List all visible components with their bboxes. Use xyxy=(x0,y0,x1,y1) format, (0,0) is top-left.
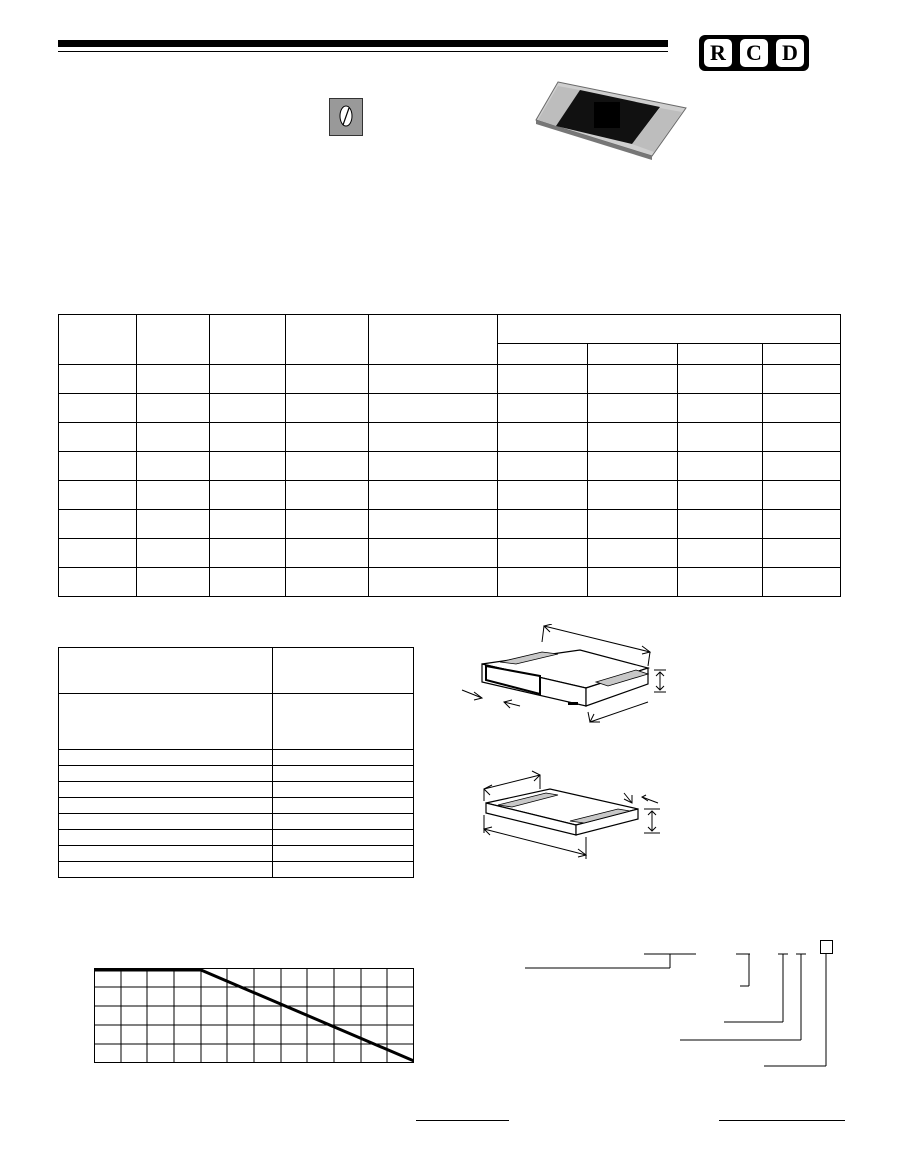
table-row xyxy=(59,750,414,766)
header-rule-thin xyxy=(58,51,668,52)
spec-subheader-cell xyxy=(498,344,588,365)
dimension-drawing-bottom xyxy=(478,767,668,863)
leaf-icon xyxy=(329,98,363,136)
spec-header-cell xyxy=(137,315,210,365)
table-row xyxy=(59,648,414,694)
table-row xyxy=(59,830,414,846)
table-row xyxy=(59,782,414,798)
header-rule xyxy=(58,40,668,47)
table-row xyxy=(59,452,841,481)
spec-header-cell xyxy=(286,315,369,365)
table-row xyxy=(59,510,841,539)
spec-table xyxy=(58,314,841,597)
spec-header-cell xyxy=(210,315,286,365)
spec-group-header xyxy=(498,315,841,344)
table-row xyxy=(59,814,414,830)
footer-rule-left xyxy=(416,1120,509,1121)
table-row xyxy=(59,539,841,568)
derating-chart xyxy=(94,968,414,1064)
part-numbering-diagram xyxy=(520,936,840,1070)
spec-header-cell xyxy=(369,315,498,365)
table-row xyxy=(59,423,841,452)
dimension-drawing-top xyxy=(460,624,675,730)
table-row xyxy=(59,862,414,878)
table-row xyxy=(59,846,414,862)
spec-subheader-cell xyxy=(763,344,841,365)
characteristics-table xyxy=(58,647,414,878)
spec-subheader-cell xyxy=(588,344,678,365)
table-row xyxy=(59,798,414,814)
table-row xyxy=(59,766,414,782)
chip-resistor-photo xyxy=(528,80,688,160)
chart-grid xyxy=(94,968,414,1063)
table-row xyxy=(59,694,414,750)
rcd-logo xyxy=(699,35,809,71)
table-row xyxy=(59,365,841,394)
logo-letter-d: D xyxy=(776,39,804,67)
table-row xyxy=(59,481,841,510)
spec-header-cell xyxy=(59,315,137,365)
spec-subheader-cell xyxy=(678,344,763,365)
table-row xyxy=(59,568,841,597)
table-row xyxy=(59,394,841,423)
footer-rule-right xyxy=(719,1120,845,1121)
logo-letter-c: C xyxy=(740,39,768,67)
logo-letter-r: R xyxy=(704,39,732,67)
